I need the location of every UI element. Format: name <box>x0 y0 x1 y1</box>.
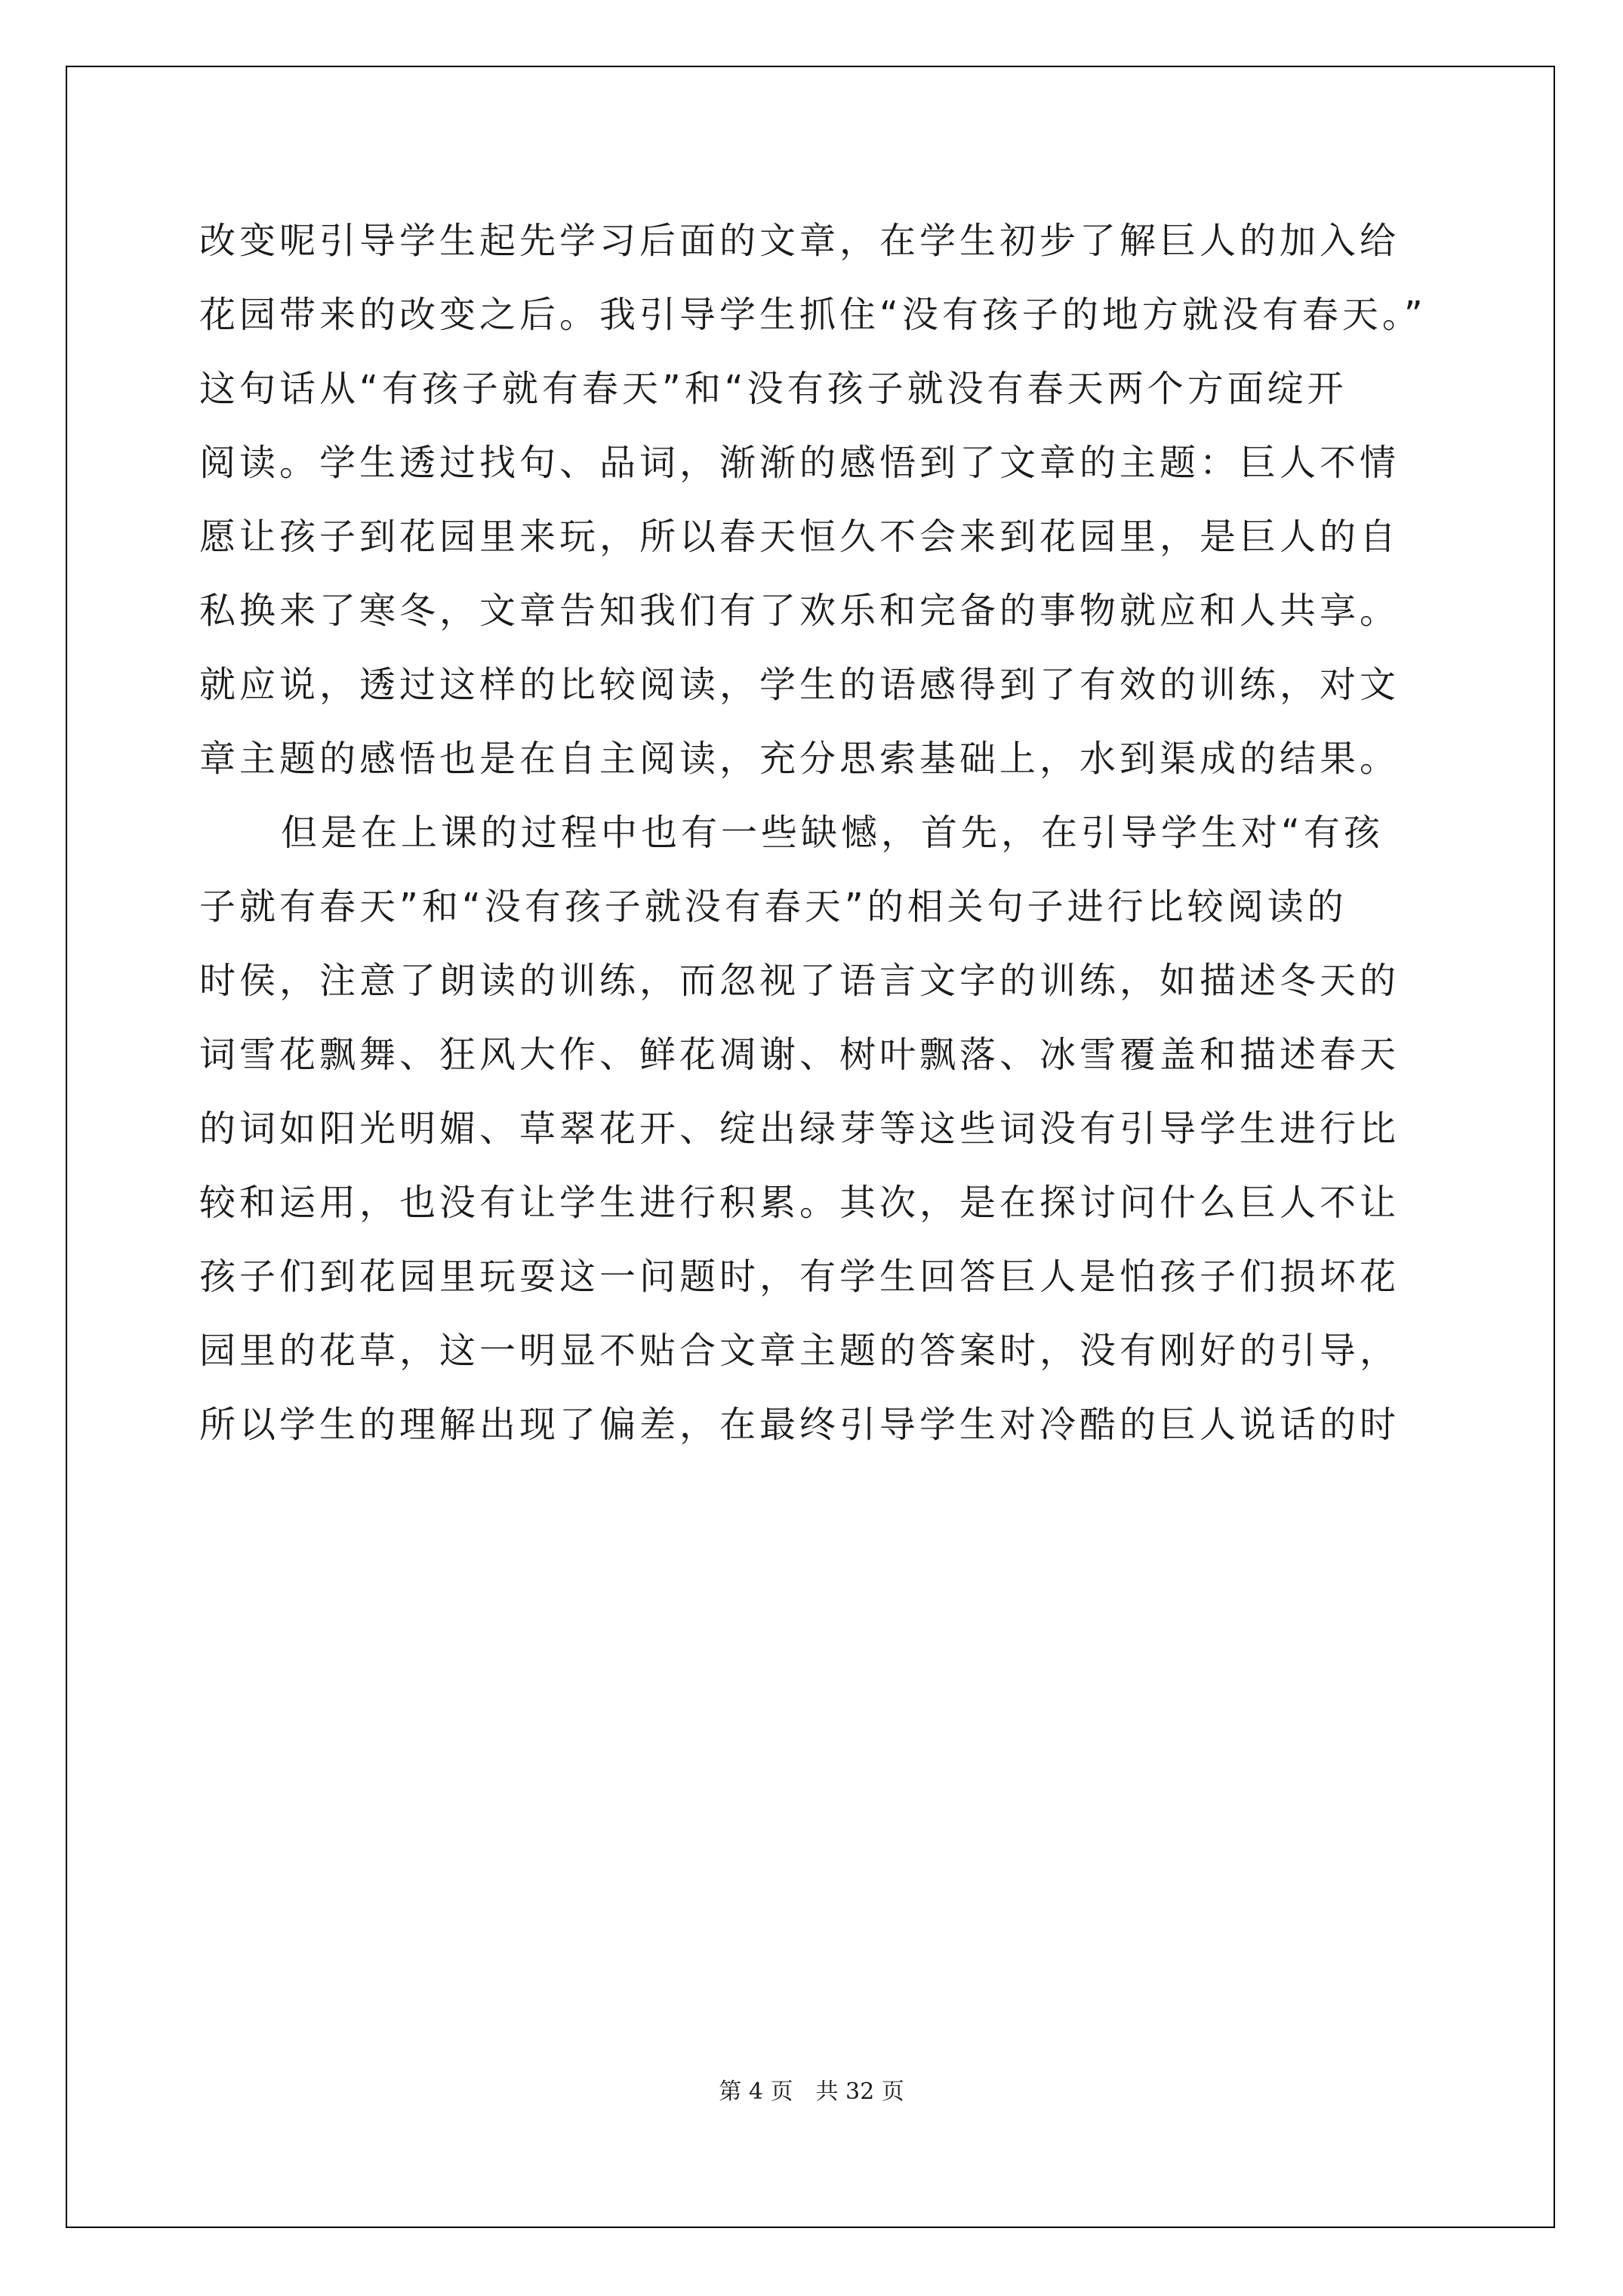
paragraph-start-line: 但是在上课的过程中也有一些缺憾，首先，在引导学生对“有孩 <box>281 812 1384 854</box>
document-body <box>199 204 1437 1462</box>
text-line: 园里的花草，这一明显不贴合文章主题的答案时，没有刚好的引导， <box>199 1330 1400 1372</box>
text-line: 就应说，透过这样的比较阅读，学生的语感得到了有效的训练，对文 <box>199 664 1400 706</box>
text-line: 的词如阳光明媚、草翠花开、绽出绿芽等这些词没有引导学生进行比 <box>199 1108 1400 1150</box>
text-line: 较和运用，也没有让学生进行积累。其次，是在探讨问什么巨人不让 <box>199 1182 1400 1224</box>
text-line: 花园带来的改变之后。我引导学生抓住“没有孩子的地方就没有春天。” <box>199 294 1427 336</box>
text-line: 孩子们到花园里玩耍这一问题时，有学生回答巨人是怕孩子们损坏花 <box>199 1256 1400 1298</box>
text-line: 词雪花飘舞、狂风大作、鲜花凋谢、树叶飘落、冰雪覆盖和描述春天 <box>199 1034 1400 1076</box>
text-line: 章主题的感悟也是在自主阅读，充分思索基础上，水到渠成的结果。 <box>199 738 1400 780</box>
text-line: 所以学生的理解出现了偏差，在最终引导学生对冷酷的巨人说话的时 <box>199 1404 1400 1446</box>
text-line: 阅读。学生透过找句、品词，渐渐的感悟到了文章的主题：巨人不情 <box>199 442 1400 484</box>
page-number-footer: 第 4 页 共 32 页 <box>719 2079 904 2105</box>
text-line: 这句话从“有孩子就有春天”和“没有孩子就没有春天两个方面绽开 <box>199 368 1347 410</box>
text-line: 时侯，注意了朗读的训练，而忽视了语言文字的训练，如描述冬天的 <box>199 960 1400 1002</box>
text-line: 私换来了寒冬，文章告知我们有了欢乐和完备的事物就应和人共享。 <box>199 590 1400 632</box>
text-line: 改变呢引导学生起先学习后面的文章，在学生初步了解巨人的加入给 <box>199 220 1400 262</box>
text-line: 子就有春天”和“没有孩子就没有春天”的相关句子进行比较阅读的 <box>199 886 1347 928</box>
text-line: 愿让孩子到花园里来玩，所以春天恒久不会来到花园里，是巨人的自 <box>199 516 1400 558</box>
